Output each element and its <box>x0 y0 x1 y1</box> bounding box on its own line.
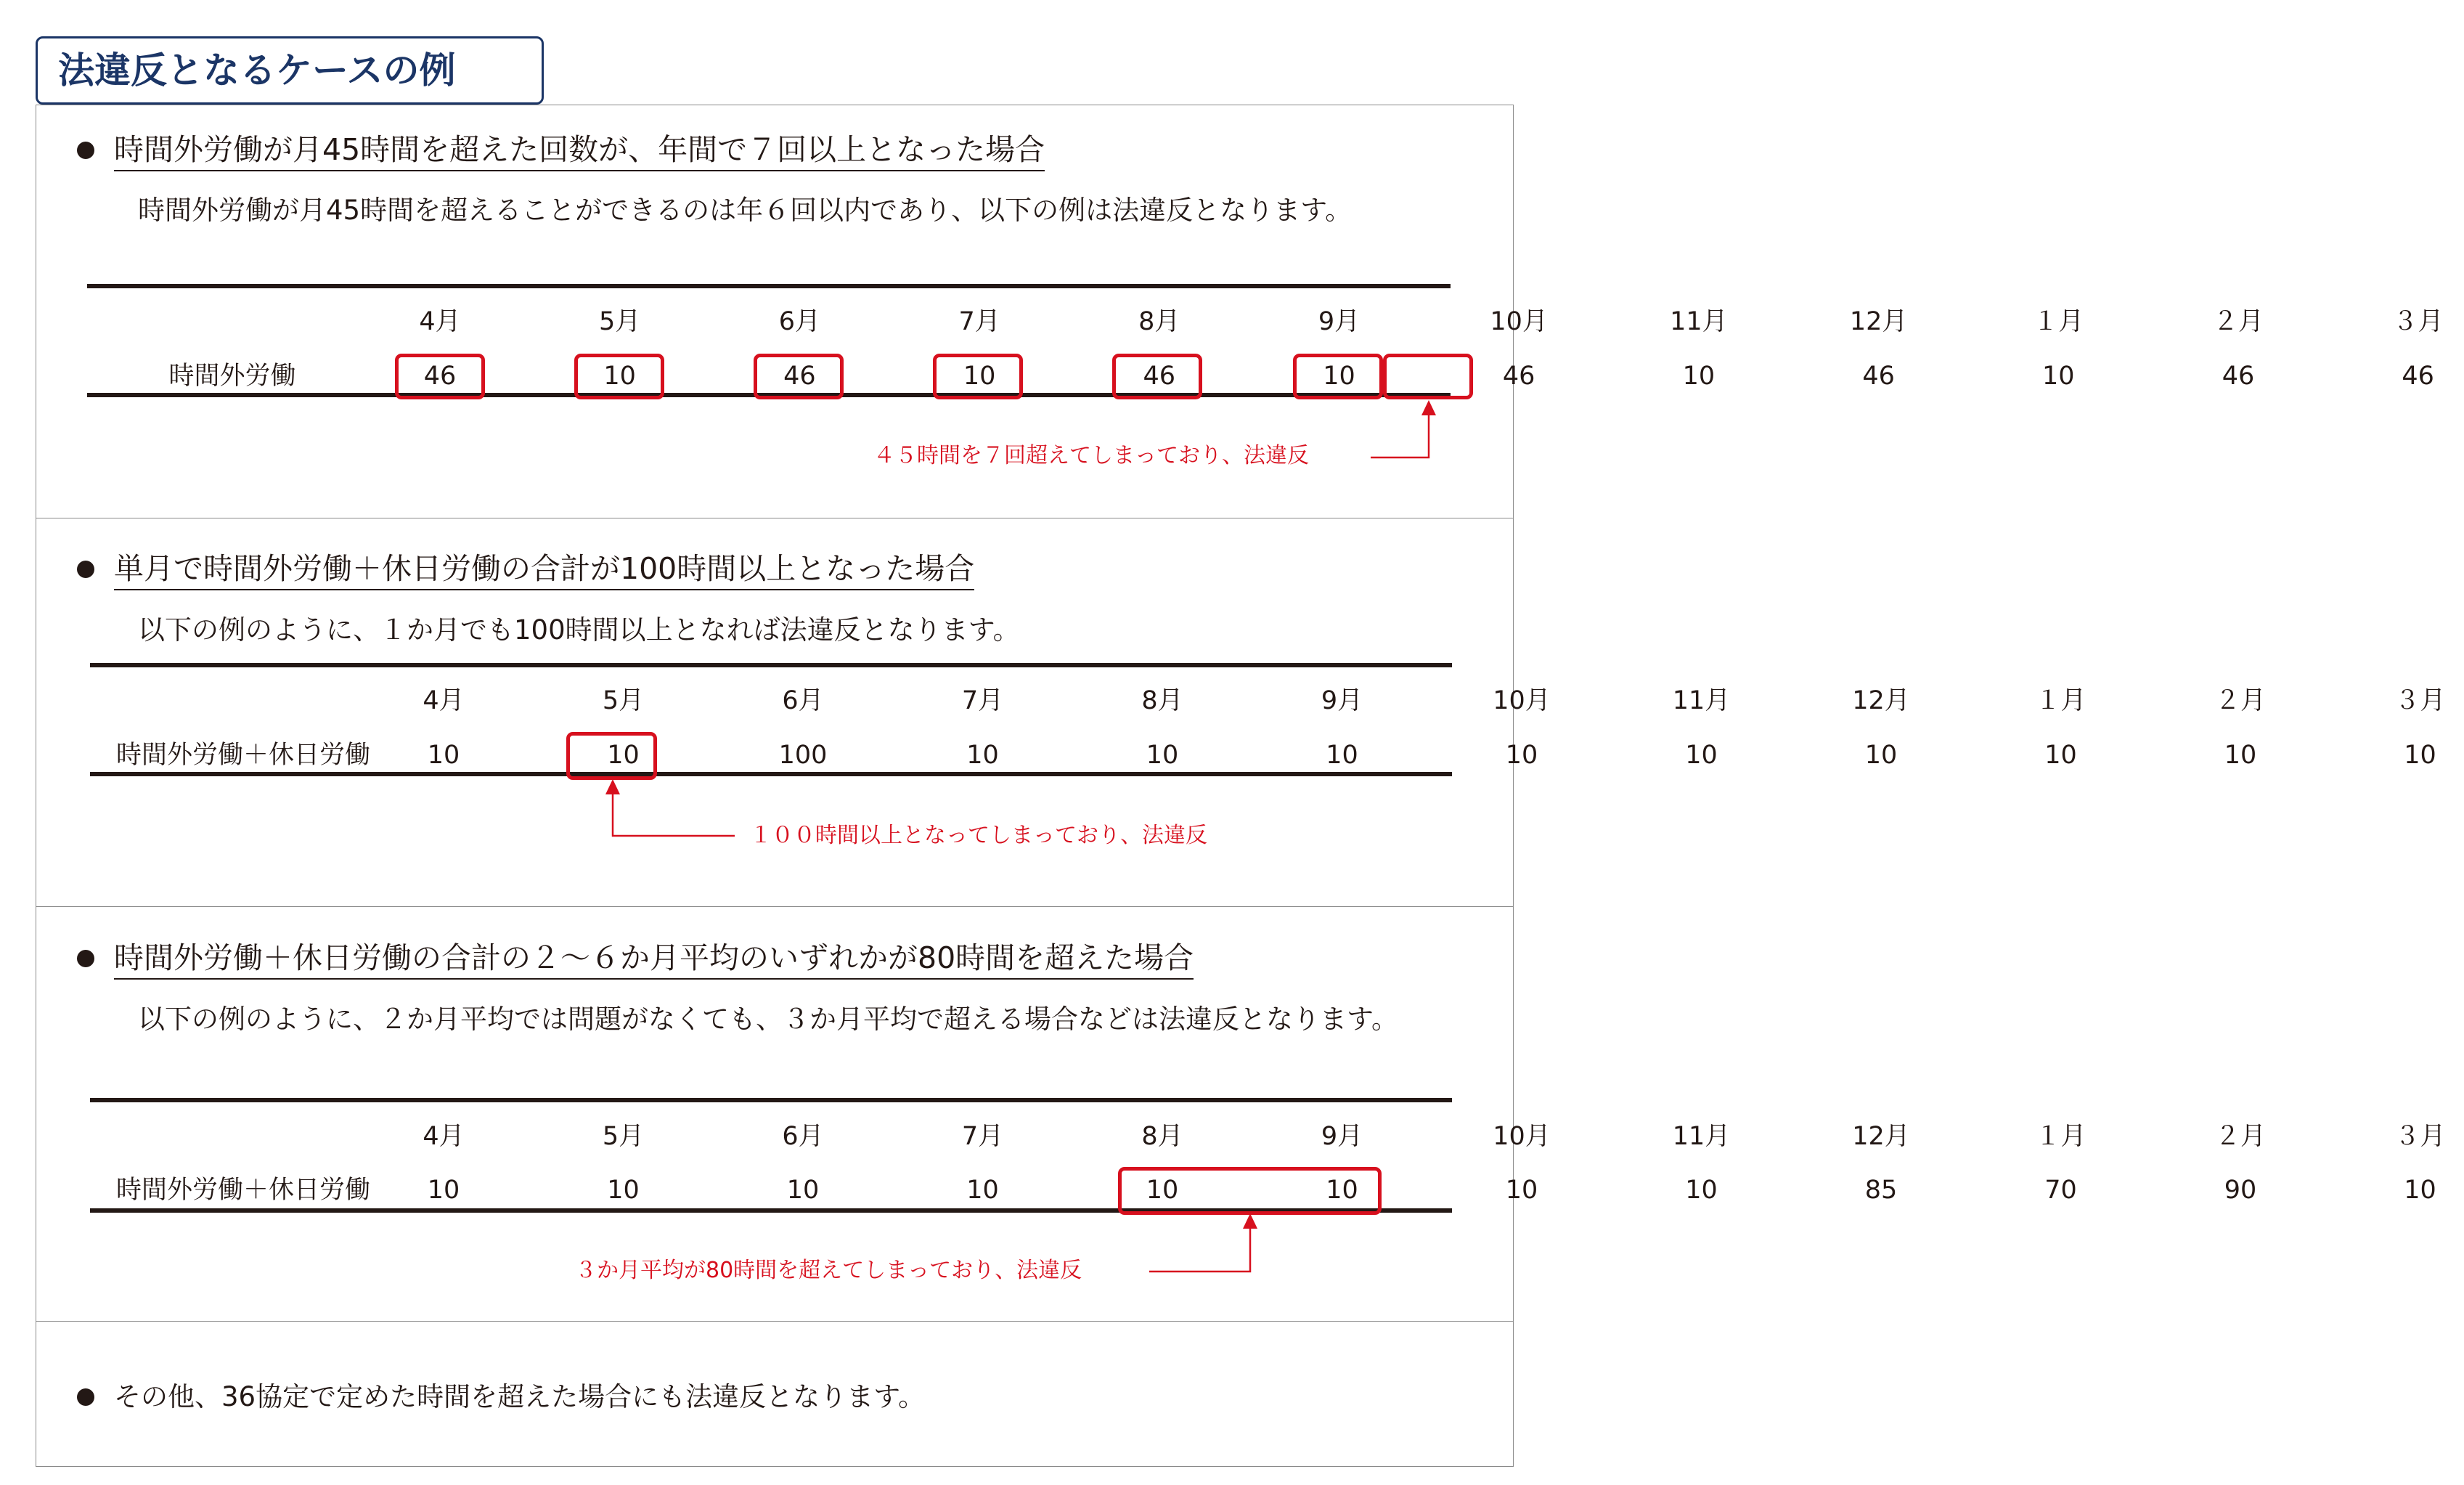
month-header: ３月 <box>2394 1122 2446 1151</box>
hours-value: 10 <box>963 362 996 391</box>
hours-value: 10 <box>1864 741 1898 770</box>
hours-value: 100 <box>778 741 828 770</box>
month-header: 12月 <box>1852 686 1910 715</box>
hours-value: 10 <box>427 1176 460 1205</box>
annotation-text: ３か月平均が80時間を超えてしまっており、法違反 <box>575 1258 1082 1283</box>
month-header: 8月 <box>1141 1122 1183 1151</box>
hours-value: 90 <box>2224 1176 2257 1205</box>
month-header: ２月 <box>2214 1122 2266 1151</box>
hours-value: 10 <box>2042 362 2075 391</box>
month-header: ３月 <box>2394 686 2446 715</box>
month-header: 5月 <box>599 307 641 336</box>
bullet-icon <box>77 142 94 159</box>
section-1-heading: 時間外労働が月45時間を超えた回数が、年間で７回以上となった場合 <box>114 129 1045 171</box>
hours-value: 10 <box>2404 1176 2436 1205</box>
section-divider <box>36 906 1514 907</box>
table-top-rule <box>90 663 1452 667</box>
month-header: １月 <box>2035 686 2086 715</box>
hours-value: 10 <box>1146 741 1179 770</box>
row-label: 時間外労働＋休日労働 <box>115 1176 370 1205</box>
bullet-icon <box>77 950 94 967</box>
hours-value: 46 <box>1143 362 1176 391</box>
highlight-box <box>933 354 1023 399</box>
month-header: 8月 <box>1141 686 1183 715</box>
section-3-note: 以下の例のように、２か月平均では問題がなくても、３か月平均で超える場合などは法違反となります。 <box>138 1004 1399 1035</box>
annotation-text: ４５時間を７回超えてしまっており、法違反 <box>873 443 1309 468</box>
bullet-icon <box>77 1388 94 1406</box>
annotation-text: １００時間以上となってしまっており、法違反 <box>750 823 1207 848</box>
row-label: 時間外労働＋休日労働 <box>115 741 370 770</box>
hours-value: 10 <box>966 1176 999 1205</box>
closing-note: その他、36協定で定めた時間を超えた場合にも法違反となります。 <box>114 1381 926 1412</box>
month-header: 4月 <box>423 686 465 715</box>
page-title: 法違反となるケースの例 <box>36 36 544 105</box>
month-header: 11月 <box>1670 307 1728 336</box>
hours-value: 10 <box>603 362 636 391</box>
month-header: 7月 <box>958 307 1000 336</box>
hours-value: 46 <box>1502 362 1535 391</box>
month-header: 10月 <box>1490 307 1548 336</box>
month-header: 9月 <box>1321 686 1363 715</box>
hours-value: 10 <box>966 741 999 770</box>
month-header: 10月 <box>1493 686 1551 715</box>
month-header: ２月 <box>2214 686 2266 715</box>
hours-value: 46 <box>2402 362 2434 391</box>
month-header: 11月 <box>1672 1122 1731 1151</box>
month-header: 5月 <box>602 1122 645 1151</box>
highlight-box <box>1118 1167 1382 1215</box>
hours-value: 10 <box>2044 741 2077 770</box>
month-header: 11月 <box>1672 686 1731 715</box>
month-header: 7月 <box>961 1122 1004 1151</box>
hours-value: 10 <box>1146 1176 1179 1205</box>
row-label: 時間外労働 <box>168 362 296 391</box>
highlight-box <box>574 354 664 399</box>
month-header: 6月 <box>778 307 821 336</box>
hours-value: 10 <box>1326 741 1358 770</box>
month-header: 9月 <box>1321 1122 1363 1151</box>
hours-value: 10 <box>427 741 460 770</box>
month-header: 10月 <box>1493 1122 1551 1151</box>
hours-value: 10 <box>607 1176 640 1205</box>
month-header: 5月 <box>602 686 645 715</box>
month-header: 6月 <box>782 1122 824 1151</box>
month-header: １月 <box>2035 1122 2086 1151</box>
hours-value: 10 <box>2224 741 2257 770</box>
hours-value: 46 <box>1862 362 1895 391</box>
bullet-icon <box>77 561 94 578</box>
month-header: 12月 <box>1852 1122 1910 1151</box>
section-2-heading: 単月で時間外労働＋休日労働の合計が100時間以上となった場合 <box>114 548 974 590</box>
section-3-heading: 時間外労働＋休日労働の合計の２～６か月平均のいずれかが80時間を超えた場合 <box>114 937 1194 980</box>
section-1-note: 時間外労働が月45時間を超えることができるのは年６回以内であり、以下の例は法違反となります。 <box>138 195 1353 226</box>
hours-value: 10 <box>1685 1176 1718 1205</box>
month-header: 7月 <box>961 686 1004 715</box>
month-header: 12月 <box>1849 307 1908 336</box>
table-top-rule <box>90 1098 1452 1102</box>
section-divider <box>36 1321 1514 1322</box>
highlight-box <box>1293 354 1383 399</box>
hours-value: 10 <box>1505 1176 1538 1205</box>
highlight-box <box>395 354 485 399</box>
month-header: ３月 <box>2392 307 2444 336</box>
hours-value: 10 <box>2404 741 2436 770</box>
hours-value: 10 <box>607 741 640 770</box>
table-top-rule <box>87 284 1451 288</box>
highlight-box <box>754 354 844 399</box>
hours-value: 85 <box>1864 1176 1898 1205</box>
highlight-box <box>1112 354 1202 399</box>
hours-value: 10 <box>1682 362 1716 391</box>
hours-value: 10 <box>1685 741 1718 770</box>
section-2-note: 以下の例のように、１か月でも100時間以上となれば法違反となります。 <box>138 614 1020 646</box>
month-header: 4月 <box>419 307 461 336</box>
highlight-box <box>1383 354 1473 399</box>
hours-value: 10 <box>1505 741 1538 770</box>
hours-value: 46 <box>423 362 457 391</box>
hours-value: 70 <box>2044 1176 2077 1205</box>
month-header: 8月 <box>1138 307 1180 336</box>
highlight-box <box>566 732 657 780</box>
hours-value: 10 <box>1323 362 1355 391</box>
month-header: 4月 <box>423 1122 465 1151</box>
month-header: 9月 <box>1318 307 1360 336</box>
month-header: ２月 <box>2212 307 2264 336</box>
month-header: １月 <box>2033 307 2084 336</box>
month-header: 6月 <box>782 686 824 715</box>
hours-value: 10 <box>786 1176 820 1205</box>
hours-value: 46 <box>2222 362 2255 391</box>
hours-value: 10 <box>1326 1176 1358 1205</box>
hours-value: 46 <box>783 362 816 391</box>
